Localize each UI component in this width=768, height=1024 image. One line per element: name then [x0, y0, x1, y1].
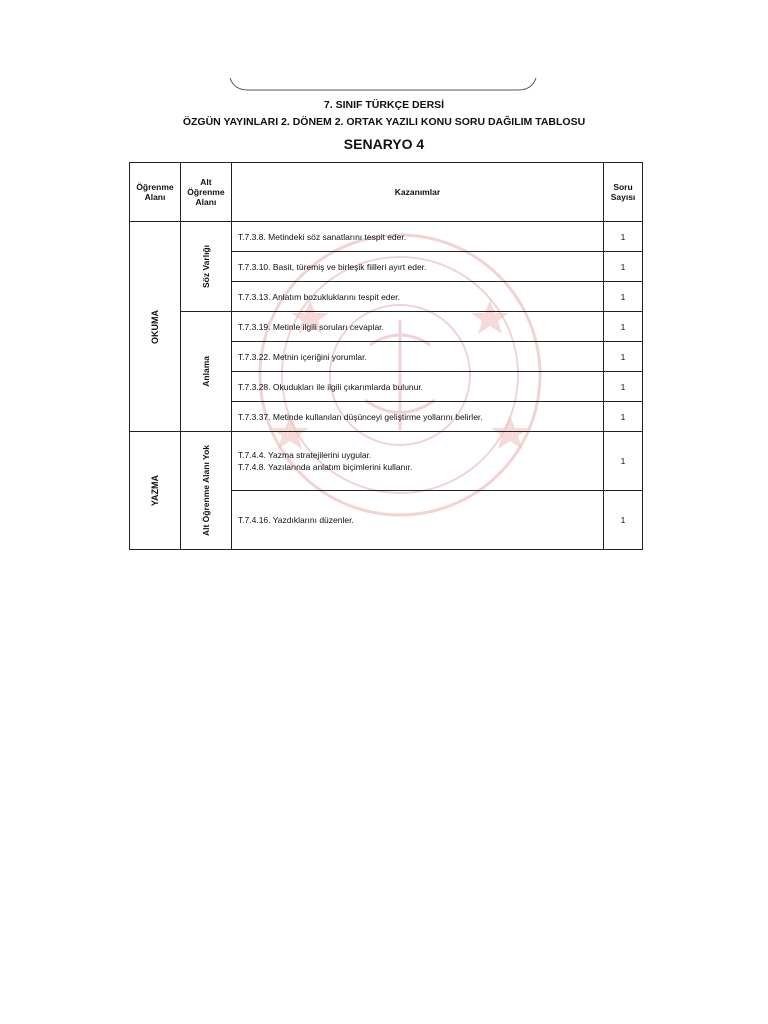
header-sub-learning-area	[180, 163, 231, 222]
header-learning-area-line: Alanı	[144, 192, 166, 202]
outcome-cell: T.7.3.22. Metnin içeriğini yorumlar.	[231, 342, 603, 372]
subarea-cell-vocabulary	[180, 222, 231, 312]
header-curve-decoration	[228, 76, 538, 94]
table-row	[130, 312, 643, 342]
count-cell: 1	[604, 432, 643, 491]
subarea-cell-comprehension	[180, 312, 231, 432]
area-label: YAZMA	[149, 474, 160, 507]
area-cell-reading	[130, 222, 181, 432]
header-sub-area-line: Öğrenme	[187, 187, 225, 197]
header-count-line: Sayısı	[610, 192, 636, 202]
header-count-line: Soru	[613, 182, 633, 192]
header-sub-area-line: Alt	[200, 177, 212, 187]
count-cell: 1	[604, 282, 643, 312]
header-question-count	[604, 163, 643, 222]
document-title-grade: 7. SINIF TÜRKÇE DERSİ	[323, 99, 445, 111]
outcome-cell	[231, 432, 603, 491]
count-cell: 1	[604, 491, 643, 550]
outcome-cell: T.7.3.13. Anlatım bozukluklarını tespit eder.	[231, 282, 603, 312]
area-label: OKUMA	[149, 309, 160, 344]
table-header-row	[130, 163, 643, 222]
document-title-scenario: SENARYO 4	[343, 136, 425, 152]
subarea-cell-none	[180, 432, 231, 550]
header-outcomes: Kazanımlar	[231, 163, 603, 222]
subarea-label: Anlama	[200, 356, 211, 387]
area-cell-writing	[130, 432, 181, 550]
subarea-label: Söz Varlığı	[200, 245, 211, 288]
document-title-table: ÖZGÜN YAYINLARI 2. DÖNEM 2. ORTAK YAZILI KONU SORU DAĞILIM TABLOSU	[182, 116, 586, 128]
header-learning-area	[130, 163, 181, 222]
count-cell: 1	[604, 312, 643, 342]
outcome-cell: T.7.3.8. Metindeki söz sanatlarını tespit eder.	[231, 222, 603, 252]
outcome-cell: T.7.3.37. Metinde kullanılan düşünceyi geliştirme yollarını belirler.	[231, 402, 603, 432]
table-row	[130, 222, 643, 252]
subarea-label: Alt Öğrenme Alanı Yok	[200, 444, 211, 536]
count-cell: 1	[604, 402, 643, 432]
header-learning-area-line: Öğrenme	[136, 182, 174, 192]
outcome-cell: T.7.3.10. Basit, türemiş ve birleşik fiilleri ayırt eder.	[231, 252, 603, 282]
outcome-cell: T.7.4.16. Yazdıklarını düzenler.	[231, 491, 603, 550]
count-cell: 1	[604, 342, 643, 372]
outcome-cell: T.7.3.19. Metinle ilgili soruları cevaplar.	[231, 312, 603, 342]
question-distribution-table	[129, 162, 643, 550]
count-cell: 1	[604, 222, 643, 252]
count-cell: 1	[604, 372, 643, 402]
outcome-line: T.7.4.8. Yazılarında anlatım biçimlerini kullanır.	[237, 462, 413, 472]
header-sub-area-line: Alanı	[195, 197, 217, 207]
outcome-cell: T.7.3.28. Okudukları ile ilgili çıkarımlarda bulunur.	[231, 372, 603, 402]
count-cell: 1	[604, 252, 643, 282]
table-row	[130, 432, 643, 491]
outcome-line: T.7.4.4. Yazma stratejilerini uygular.	[237, 450, 372, 460]
